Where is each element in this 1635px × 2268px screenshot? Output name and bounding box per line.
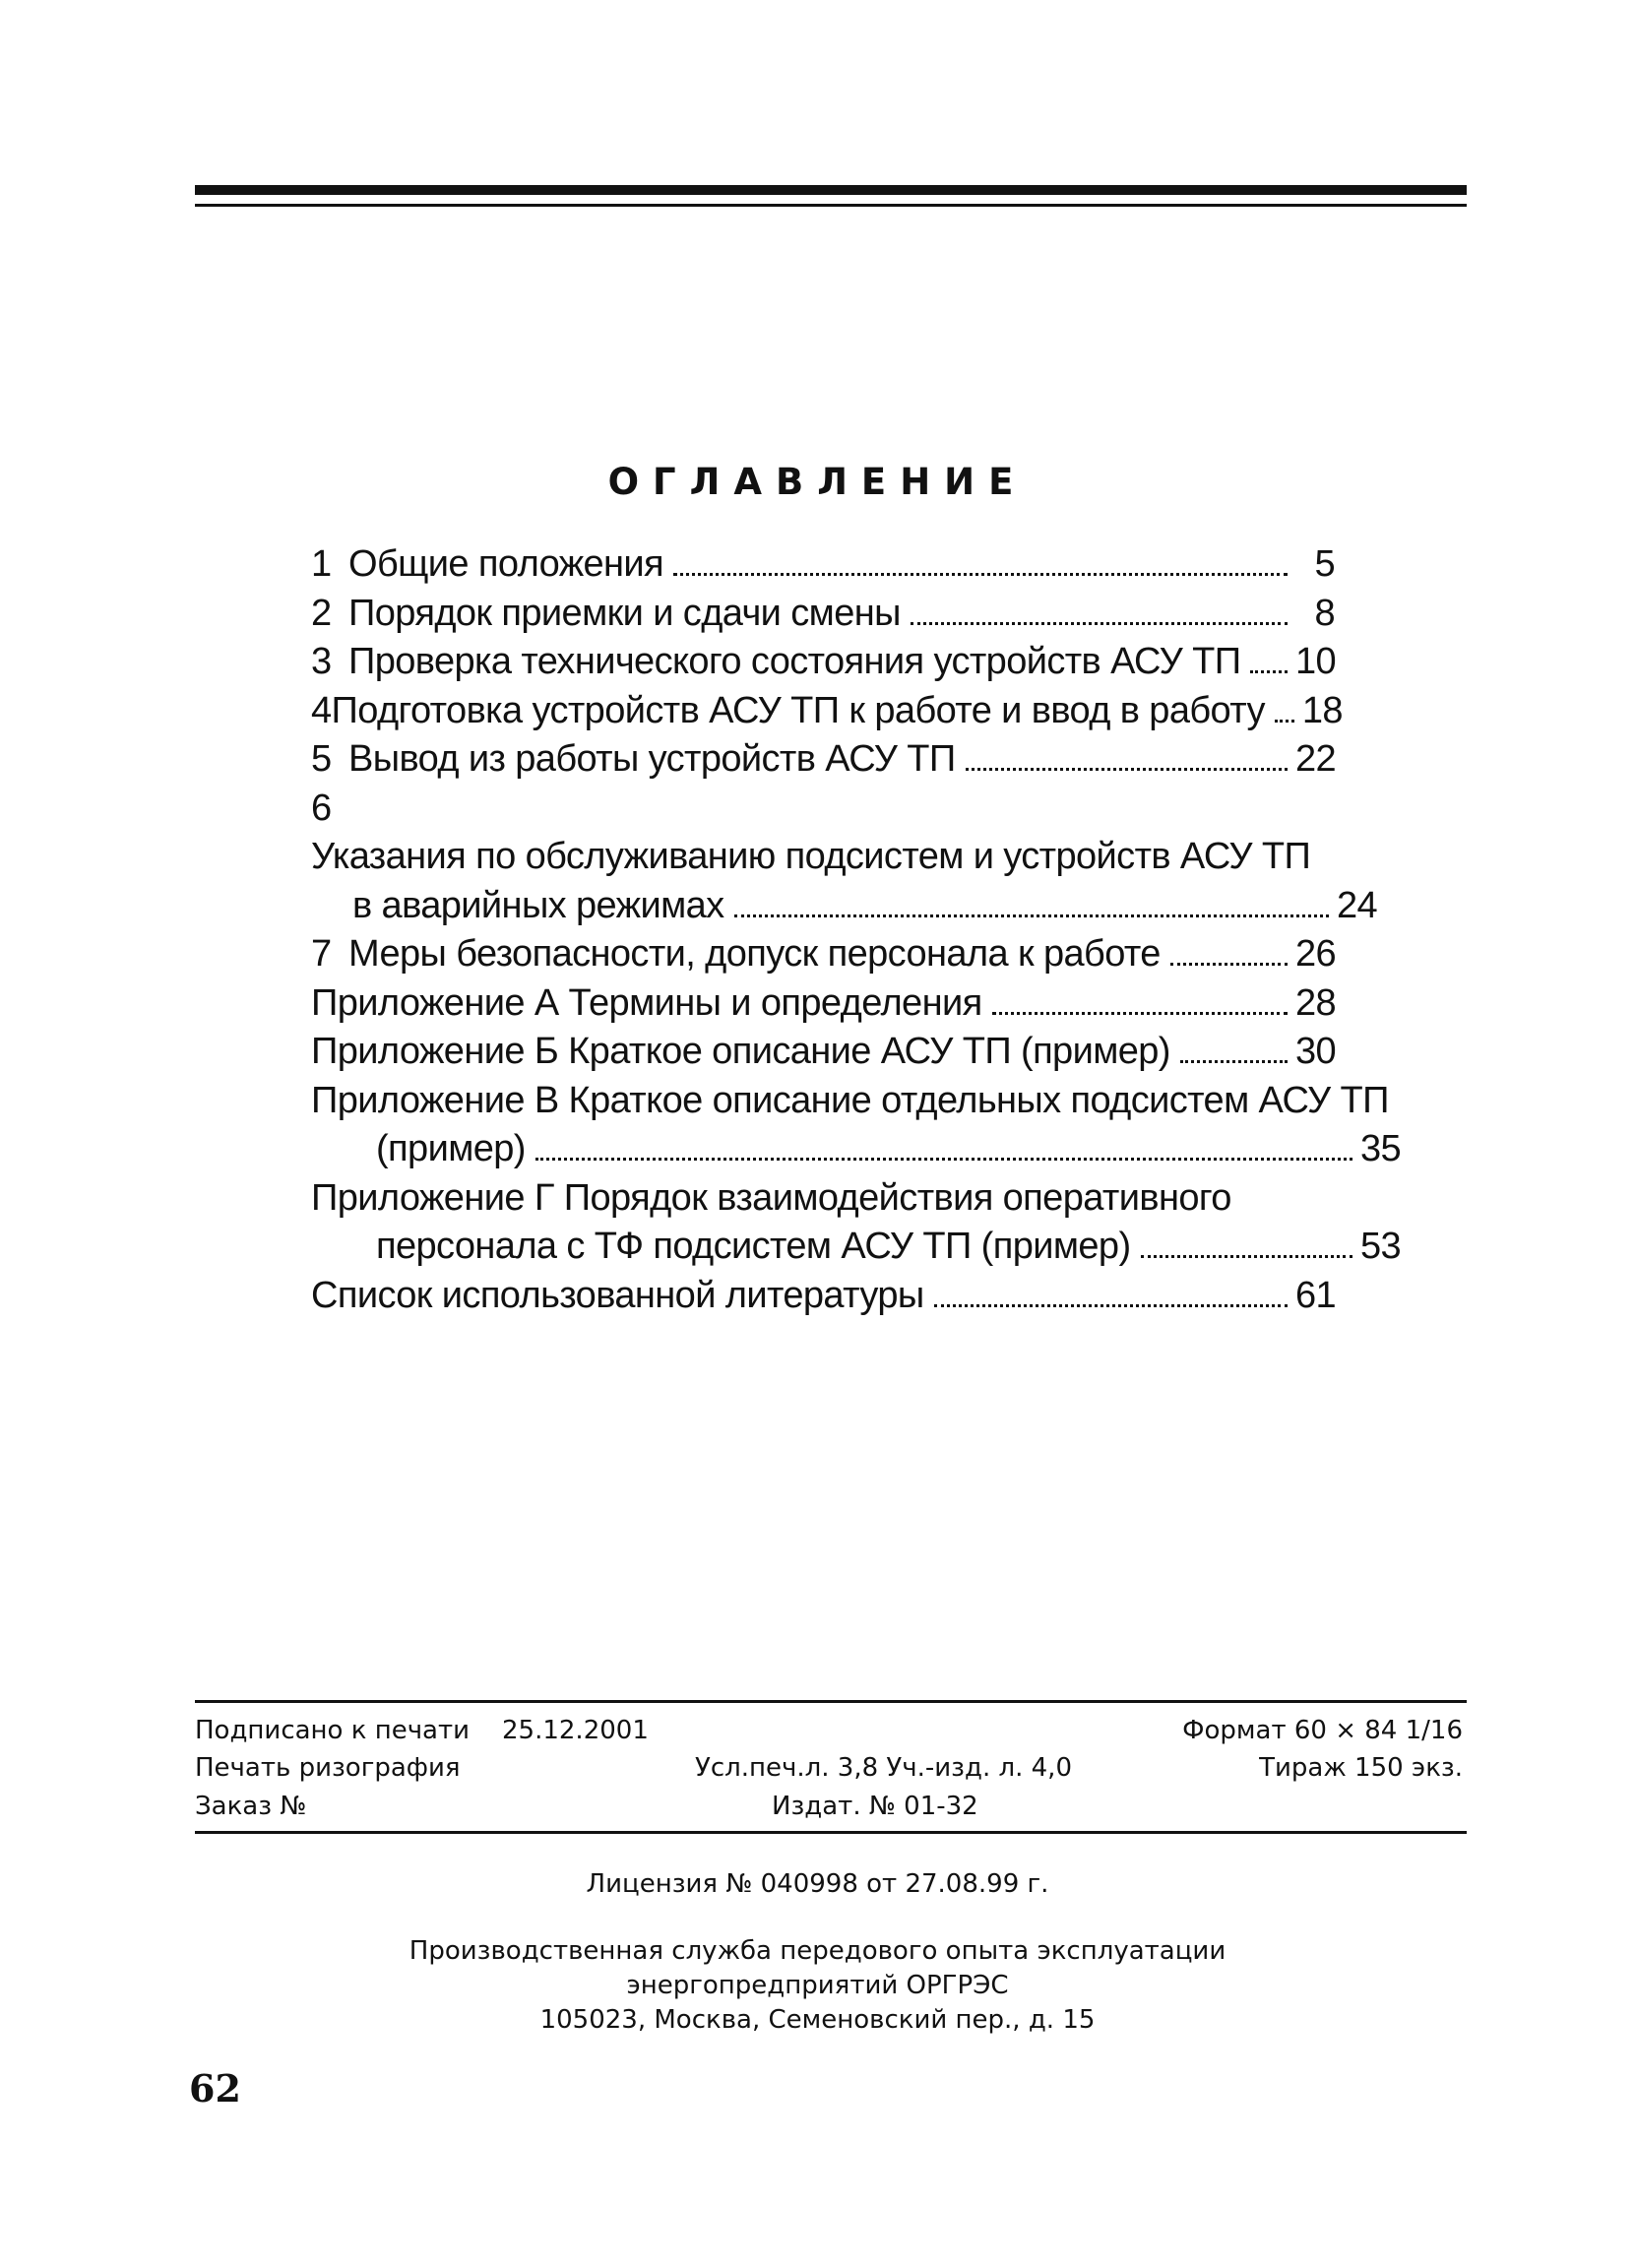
toc-entry-title: Приложение Г Порядок взаимодействия оперативного [311,1176,1231,1219]
toc-entry-number: 3 [311,641,332,682]
dot-leader [734,914,1329,917]
dot-leader [1275,720,1294,723]
toc-entry-page: 30 [1295,1031,1337,1072]
toc-entry-page: 8 [1314,592,1335,634]
publisher-line-1: Производственная служба передового опыта эксплуатации [409,1936,1226,1966]
publisher-line-2: энергопредприятий ОРГРЭС [626,1971,1009,2000]
toc-entry-title: Подготовка устройств АСУ ТП к работе и ввод в работу [331,689,1265,731]
toc-entry-number: 5 [311,738,332,780]
imprint-signed-label: Подписано к печати [195,1716,471,1745]
toc-entry-title: Общие положения [348,543,664,585]
dot-leader [535,1158,1352,1161]
toc-entry-title: Приложение А Термины и определения [311,981,982,1024]
top-rule-thick [195,185,1467,195]
toc-entry-appendix-g-continuation[interactable] [311,1223,1400,1272]
imprint-format: Формат 60 × 84 1/16 [1182,1716,1463,1745]
toc-entry-page: 35 [1360,1128,1402,1169]
toc-entry-number: 4 [311,689,332,731]
toc-entry-title-continuation: персонала с ТФ подсистем АСУ ТП (пример) [376,1226,1131,1267]
toc-title: ОГЛАВЛЕНИЕ [607,461,1028,503]
imprint-publisher-no: Издат. № 01-32 [772,1792,978,1821]
toc-entry-title: Порядок приемки и сдачи смены [348,592,901,634]
dot-leader [1141,1255,1352,1258]
toc-entry-appendix-g[interactable] [311,1174,1335,1224]
dot-leader [1250,670,1288,673]
toc-entry-title: Приложение В Краткое описание отдельных подсистем АСУ ТП [311,1079,1389,1121]
toc-entry-appendix-b[interactable] [311,1028,1335,1077]
toc-entry-appendix-v[interactable] [311,1077,1389,1126]
imprint-order: Заказ № [195,1792,307,1821]
toc-entry-number: 6 [311,787,332,829]
toc-entry-6[interactable] [311,785,1335,882]
toc-entry-7[interactable] [311,930,1335,979]
dot-leader [1170,963,1288,966]
dot-leader [673,573,1288,576]
license-line: Лицензия № 040998 от 27.08.99 г. [586,1869,1049,1899]
dot-leader [934,1304,1288,1307]
toc-entry-title: Вывод из работы устройств АСУ ТП [348,738,956,780]
toc-entry-page: 53 [1360,1226,1402,1267]
toc-entry-page: 18 [1301,689,1343,731]
toc-entry-page: 61 [1295,1274,1337,1316]
toc-entry-1[interactable] [311,540,1335,590]
toc-entry-page: 5 [1314,543,1335,585]
toc-entry-page: 26 [1295,933,1337,975]
table-of-contents [311,540,1402,1320]
toc-entry-6-continuation[interactable] [311,882,1376,931]
toc-entry-page: 24 [1337,884,1378,926]
toc-entry-4[interactable] [311,687,1343,736]
toc-entry-title: Список использованной литературы [311,1274,924,1316]
publisher-address: 105023, Москва, Семеновский пер., д. 15 [539,2005,1096,2035]
imprint-circulation: Тираж 150 экз. [1259,1753,1463,1783]
toc-entry-title-continuation: в аварийных режимах [352,884,724,926]
toc-entry-title: Меры безопасности, допуск персонала к работе [348,933,1161,975]
imprint-rule-bottom [195,1831,1467,1834]
imprint-rule-top [195,1700,1467,1703]
toc-entry-appendix-v-continuation[interactable] [311,1125,1400,1174]
toc-entry-5[interactable] [311,735,1335,785]
toc-entry-title: Приложение Б Краткое описание АСУ ТП (пример) [311,1031,1170,1072]
toc-entry-3[interactable] [311,638,1335,687]
toc-entry-number: 2 [311,592,332,634]
toc-entry-number: 7 [311,933,332,975]
page-number: 62 [189,2066,241,2110]
toc-entry-appendix-a[interactable] [311,979,1335,1029]
toc-entry-references[interactable] [311,1272,1335,1321]
toc-entry-page: 10 [1295,641,1337,682]
toc-entry-2[interactable] [311,590,1335,639]
toc-entry-title: Проверка технического состояния устройств АСУ ТП [348,641,1241,682]
toc-entry-title: Указания по обслуживанию подсистем и устройств АСУ ТП [311,836,1311,877]
toc-entry-page: 28 [1295,981,1337,1024]
imprint-print-type: Печать ризография [195,1753,461,1783]
toc-entry-title-continuation: (пример) [376,1128,526,1169]
top-rule-thin [195,204,1467,207]
imprint-sheets: Усл.печ.л. 3,8 Уч.-изд. л. 4,0 [695,1753,1072,1783]
imprint-signed-date: 25.12.2001 [502,1716,649,1745]
dot-leader [966,768,1288,771]
toc-entry-number: 1 [311,543,332,585]
dot-leader [992,1012,1288,1015]
toc-entry-page: 22 [1295,738,1337,780]
dot-leader [1180,1060,1288,1063]
dot-leader [911,622,1288,625]
